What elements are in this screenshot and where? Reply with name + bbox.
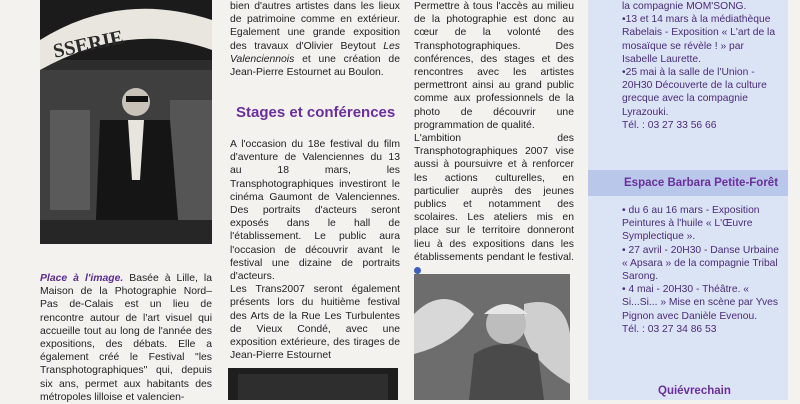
col3-paragraph-2-text: L'ambition des Transphotographiques 2007 vise aussi à poursuivre et à renforcer les actions culturelles, en particulier auprès des jeunes publics et notamment des scolaires. Les ateliers mis en place sur le territoire donneront lieu à des expositions dans les établissements pendant le festival. xyxy=(414,133,574,263)
photo-bottom-dark xyxy=(228,368,398,400)
photo-illustration xyxy=(40,0,212,244)
column-three xyxy=(414,0,574,277)
caption-paragraph xyxy=(40,272,212,404)
sidebar-section-header-2 xyxy=(588,378,788,404)
sidebar-line: • du 6 au 16 mars - Exposition Peintures à l'huile « L'Œuvre Symplectique ». xyxy=(622,205,760,243)
col2-body-paragraph: A l'occasion du 18e festival du film d'aventure de Valenciennes du 13 au 18 mars, les Transphotographiques investiront le cinéma Gaumont de Valenciennes. Des portraits d'acteurs seront exposés dans le hall de l'établissement. Le public aura l'occasion de découvrir avant le festival une dizaine de portraits d'acteurs. xyxy=(230,139,400,283)
sidebar-section-title: Espace Barbara Petite-Forêt xyxy=(624,177,779,189)
sidebar-line: •13 et 14 mars à la médiathèque Rabelais - Exposition « L'art de la mosaïque se révèle ! » par Isabelle Laurette. xyxy=(622,14,776,65)
photo-bottom-illustration xyxy=(228,368,398,400)
column-two-body xyxy=(230,138,400,362)
sidebar-section-title-2: Quiévrechain xyxy=(658,385,731,397)
sidebar-line: •25 mai à la salle de l'Union - 20H30 Découverte de la culture grecque avec la compagnie Lyrazouki. xyxy=(622,67,767,118)
photo-man-in-sunglasses xyxy=(40,0,212,244)
photo-portrait-illustration xyxy=(414,274,570,400)
end-of-article-icon xyxy=(414,267,421,274)
sidebar-line: • 27 avril - 20H30 - Danse Urbaine « Apsara » de la compagnie Tribal Sarong. xyxy=(622,244,779,283)
sidebar-line: • 4 mai - 20H30 - Théâtre. « Si...Si... » Mise en scène par Yves Pignon avec Danièle Evenou. xyxy=(622,284,779,322)
caption-text: Basée à Lille, la Maison de la Photographie Nord–Pas de-Calais est un lieu de rencontre autour de l'art visuel qui accueille tout au long de l'année des expositions, des débats. Elle a également créé le Festival "les Transphotographiques" qui, depuis six ans, permet aux habitants des métropoles lilloise et valencien- xyxy=(40,273,213,403)
section-title: Stages et conférences xyxy=(236,104,396,121)
column-two-top xyxy=(230,0,400,79)
sidebar-section-header xyxy=(588,170,788,196)
sidebar-line: la compagnie MOM'SONG. xyxy=(622,1,747,12)
sidebar-phone: Tél. : 03 27 34 86 53 xyxy=(622,323,717,335)
photo-portrait-man xyxy=(414,274,570,400)
col3-paragraph-1: Permettre à tous l'accès au milieu de la photographie est donc au cœur de la volonté des Transphotographiques. Des conférences, des stages et des rencontres avec les artistes permettront ainsi au grand public comme aux professionnels de la photo de découvrir une programmation de qualité. xyxy=(414,1,574,131)
col2-body-paragraph-2: Les Trans2007 seront également présents lors du huitième festival des Arts de la Rue Les Turbulentes de Vieux Condé, avec une exposition extérieure, des tirages de Jean-Pierre Estournet xyxy=(230,284,400,362)
caption-head: Place à l'image. xyxy=(40,273,124,284)
col2-top-text-end: et une création de Jean-Pierre Estournet au Boulon. xyxy=(230,53,400,79)
col2-top-italic: Les Valenciennois xyxy=(230,40,400,65)
col2-top-paragraph xyxy=(230,0,400,79)
col3-paragraph-2 xyxy=(414,132,574,277)
sidebar-top-block xyxy=(622,0,782,132)
sidebar-phone: Tél. : 03 27 33 56 66 xyxy=(622,119,717,131)
caption-column xyxy=(40,272,212,404)
photo-sign-text: SSERIE xyxy=(51,26,126,63)
sidebar-section-block xyxy=(622,204,782,336)
events-sidebar xyxy=(588,0,788,400)
col2-top-text: bien d'autres artistes dans les lieux de patrimoine comme en extérieur. Egalement une grande exposition des travaux d'Olivier Beytout xyxy=(230,1,400,52)
